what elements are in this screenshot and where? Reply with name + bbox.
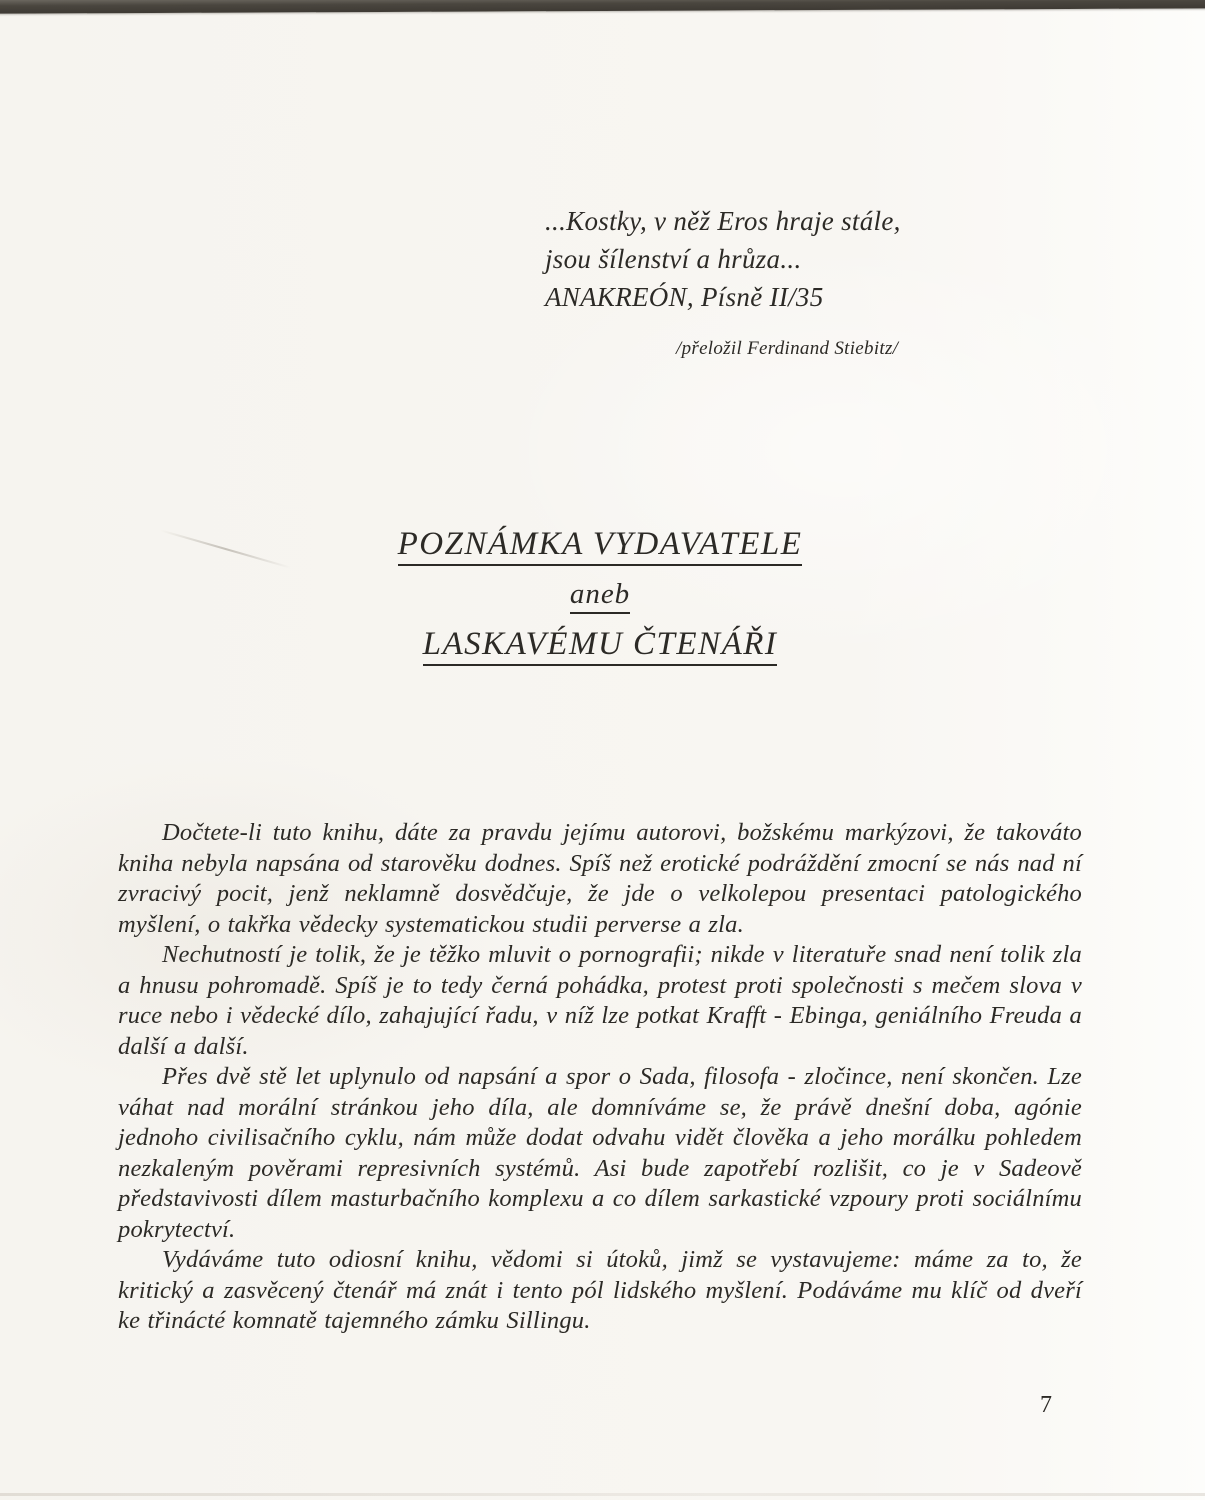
translator-credit: /přeložil Ferdinand Stiebitz/ xyxy=(676,338,899,359)
page-number: 7 xyxy=(1040,1392,1052,1418)
scan-artifact-top-bar xyxy=(0,0,1205,14)
scan-artifact-bottom-edge xyxy=(0,1493,1205,1496)
heading-title: POZNÁMKA VYDAVATELE xyxy=(398,528,803,566)
epigraph-attribution: ANAKREÓN, Písně II/35 xyxy=(545,282,824,312)
heading-row-3 xyxy=(118,628,1082,680)
body-text xyxy=(118,818,1082,1337)
heading-row-2 xyxy=(118,580,1082,628)
epigraph-line-2: jsou šílenství a hrůza... xyxy=(545,244,802,274)
epigraph-line-1: ...Kostky, v něž Eros hraje stále, xyxy=(545,206,901,236)
paragraph-3: Přes dvě stě let uplynulo od napsání a spor o Sada, filosofa - zločince, není skončen. Lze váhat nad morální stránkou jeho díla, ale domníváme se, že právě dnešní doba, agónie jednoho civilisačního cyklu, nám může dodat odvahu vidět člověka a jeho morálku pohledem nezkaleným pověrami represivních systémů. Asi bude zapotřebí rozlišit, co je v Sadeově představivosti dílem masturbačního komplexu a co dílem sarkastické vzpoury proti sociálnímu pokrytectví. xyxy=(118,1063,1082,1243)
heading-subtitle: LASKAVÉMU ČTENÁŘI xyxy=(423,628,778,666)
heading-row-1 xyxy=(118,528,1082,580)
paragraph-2: Nechutností je tolik, že je těžko mluvit o pornografii; nikde v literatuře snad není tolik zla a hnusu pohromadě. Spíš je to tedy černá pohádka, protest proti společnosti s mečem slova v ruce nebo i vědecké dílo, zahajující řadu, v níž lze potkat Krafft - Ebinga, geniálního Freuda a další a další. xyxy=(118,941,1082,1060)
paragraph-1: Dočtete-li tuto knihu, dáte za pravdu jejímu autorovi, božskému markýzovi, že takováto kniha nebyla napsána od starověku dodnes. Spíš než erotické podráždění zmocní se nás nad ní zvracivý pocit, jenž neklamně dosvědčuje, že jde o velkolepou presentaci patologického myšlení, o takřka vědecky systematickou studii perverse a zla. xyxy=(118,819,1082,938)
heading-connector: aneb xyxy=(570,580,630,614)
chapter-heading xyxy=(118,528,1082,680)
paragraph-4: Vydáváme tuto odiosní knihu, vědomi si útoků, jimž se vystavujeme: máme za to, že kritický a zasvěcený čtenář má znát i tento pól lidského myšlení. Podáváme mu klíč od dveří ke třinácté komnatě tajemného zámku Sillingu. xyxy=(118,1246,1082,1334)
epigraph-quote xyxy=(545,202,901,316)
